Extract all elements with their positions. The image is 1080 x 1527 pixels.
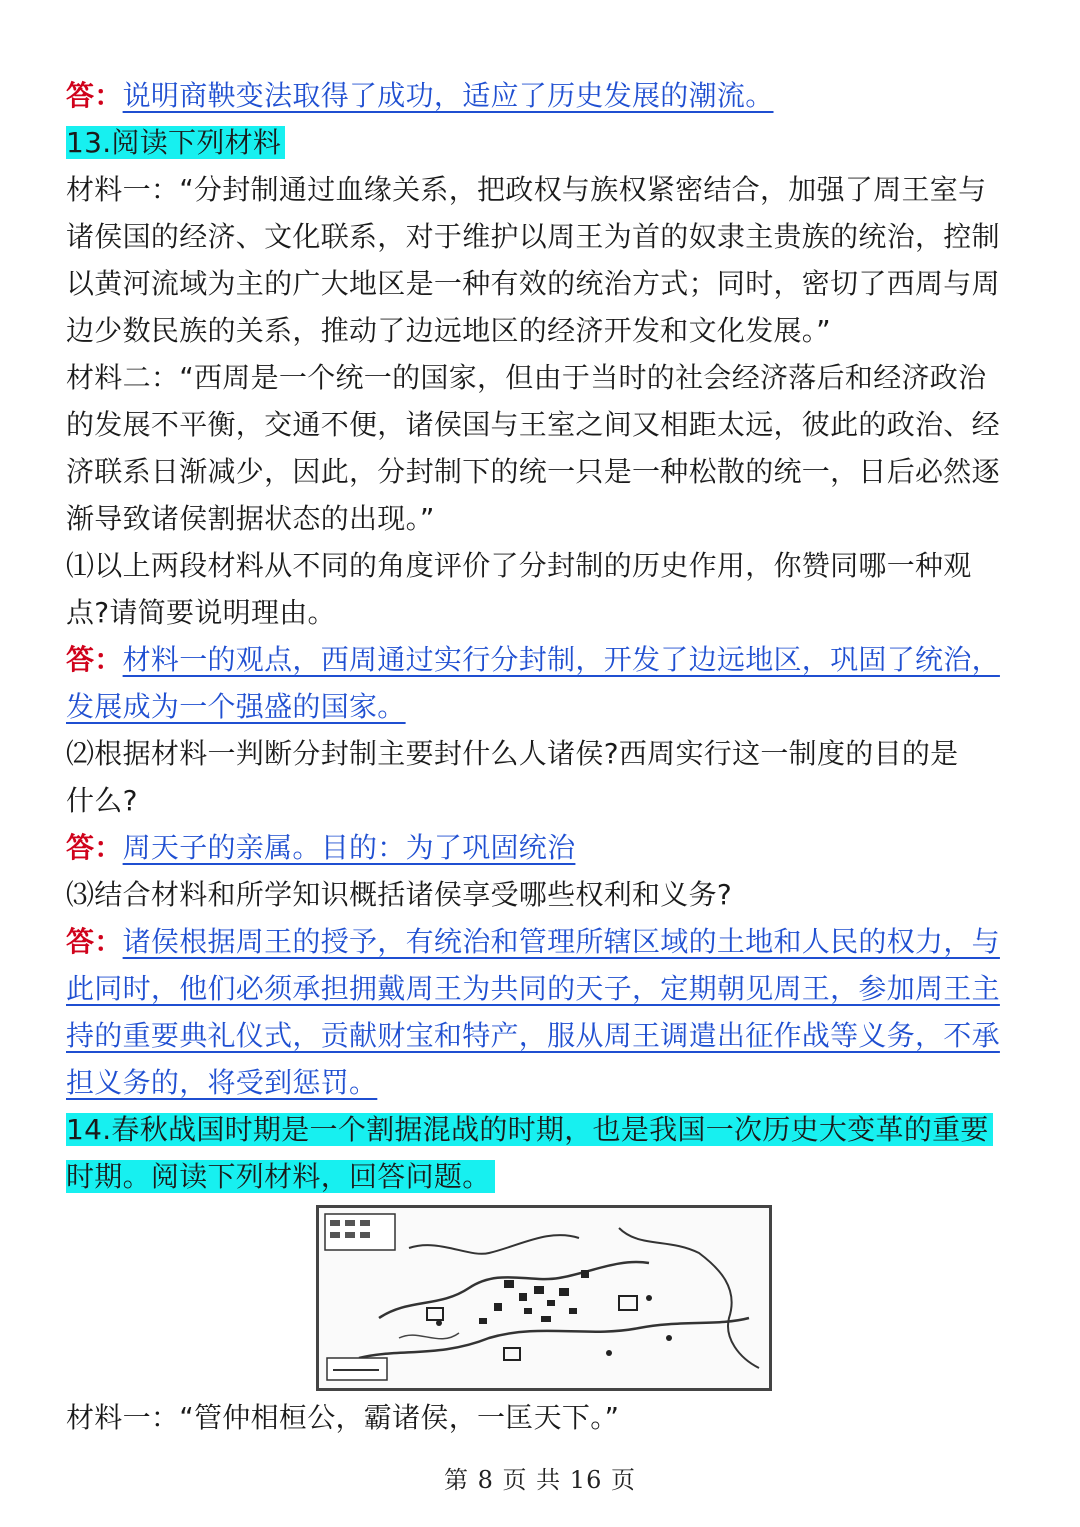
answer-line: [66, 969, 1026, 1009]
answer-line: [66, 1016, 1026, 1056]
answer-text: 此同时，他们必须承担拥戴周王为共同的天子，定期朝见周王，参加周王主: [66, 972, 1000, 1005]
answer-line: [66, 1063, 1026, 1103]
question-14-heading: [66, 1110, 1026, 1150]
answer-label: 答：: [66, 643, 123, 676]
paragraph-line: 以黄河流域为主的广大地区是一种有效的统治方式；同时，密切了西周与周: [66, 267, 1000, 300]
answer-text: 说明商鞅变法取得了成功，适应了历史发展的潮流。: [122, 79, 774, 112]
answer-line: [66, 687, 1026, 727]
paragraph-line: 诸侯国的经济、文化联系，对于维护以周王为首的奴隶主贵族的统治，控制: [66, 220, 1000, 253]
answer-line: [66, 640, 1026, 680]
answer-label: 答：: [66, 925, 123, 958]
answer-line: [66, 922, 1026, 962]
paragraph-line: 材料一：“分封制通过血缘关系，把政权与族权紧密结合，加强了周王室与: [66, 173, 987, 206]
paragraph-line: 渐导致诸侯割据状态的出现。”: [66, 502, 435, 535]
question-line: ⑵根据材料一判断分封制主要封什么人诸侯?西周实行这一制度的目的是: [66, 737, 959, 770]
page-footer: 第 8 页 共 16 页: [444, 1466, 636, 1494]
paragraph-line: 材料二：“西周是一个统一的国家，但由于当时的社会经济落后和经济政治: [66, 361, 987, 394]
paragraph-line: 边少数民族的关系，推动了边远地区的经济开发和文化发展。”: [66, 314, 831, 347]
question-13-heading: [66, 123, 1026, 163]
question-line: ⑶结合材料和所学知识概括诸侯享受哪些权利和义务?: [66, 878, 733, 911]
answer-text: 发展成为一个强盛的国家。: [66, 690, 406, 723]
answer-text: 诸侯根据周王的授予，有统治和管理所辖区域的土地和人民的权力，与: [122, 925, 1000, 958]
yellow-river-line: [379, 1262, 649, 1318]
paragraph-line: 的发展不平衡，交通不便，诸侯国与王室之间又相距太远，彼此的政治、经: [66, 408, 1000, 441]
historical-map-image: [316, 1205, 772, 1391]
question-14-title: 14.春秋战国时期是一个割据混战的时期，也是我国一次历史大变革的重要: [66, 1113, 993, 1146]
river-line: [409, 1235, 579, 1254]
answer-text: 材料一的观点，西周通过实行分封制，开发了边远地区，巩固了统治，: [122, 643, 1000, 676]
question-13-title: 13.阅读下列材料: [66, 126, 285, 159]
question-line: ⑴以上两段材料从不同的角度评价了分封制的历史作用，你赞同哪一种观: [66, 549, 972, 582]
answer-label: 答：: [66, 79, 123, 112]
answer-text: 担义务的，将受到惩罚。: [66, 1066, 378, 1099]
answer-text: 持的重要典礼仪式，贡献财宝和特产，服从周王调遣出征作战等义务，不承: [66, 1019, 1000, 1052]
paragraph-line: 济联系日渐减少，因此，分封制下的统一只是一种松散的统一，日后必然逐: [66, 455, 1000, 488]
answer-line: [66, 828, 1026, 868]
coastline: [619, 1228, 759, 1368]
question-14-title: 时期。阅读下列材料，回答问题。: [66, 1160, 495, 1193]
map-drawing: [319, 1208, 769, 1388]
paragraph-line: 材料一：“管仲相桓公，霸诸侯，一匡天下。”: [66, 1401, 620, 1434]
answer-text: 周天子的亲属。目的：为了巩固统治: [122, 831, 576, 864]
question-14-heading: [66, 1157, 1026, 1197]
answer-line: [66, 76, 1026, 116]
question-line: 点?请简要说明理由。: [66, 596, 336, 629]
answer-label: 答：: [66, 831, 123, 864]
yangtze-river-line: [359, 1318, 749, 1358]
question-line: 什么?: [66, 784, 138, 817]
